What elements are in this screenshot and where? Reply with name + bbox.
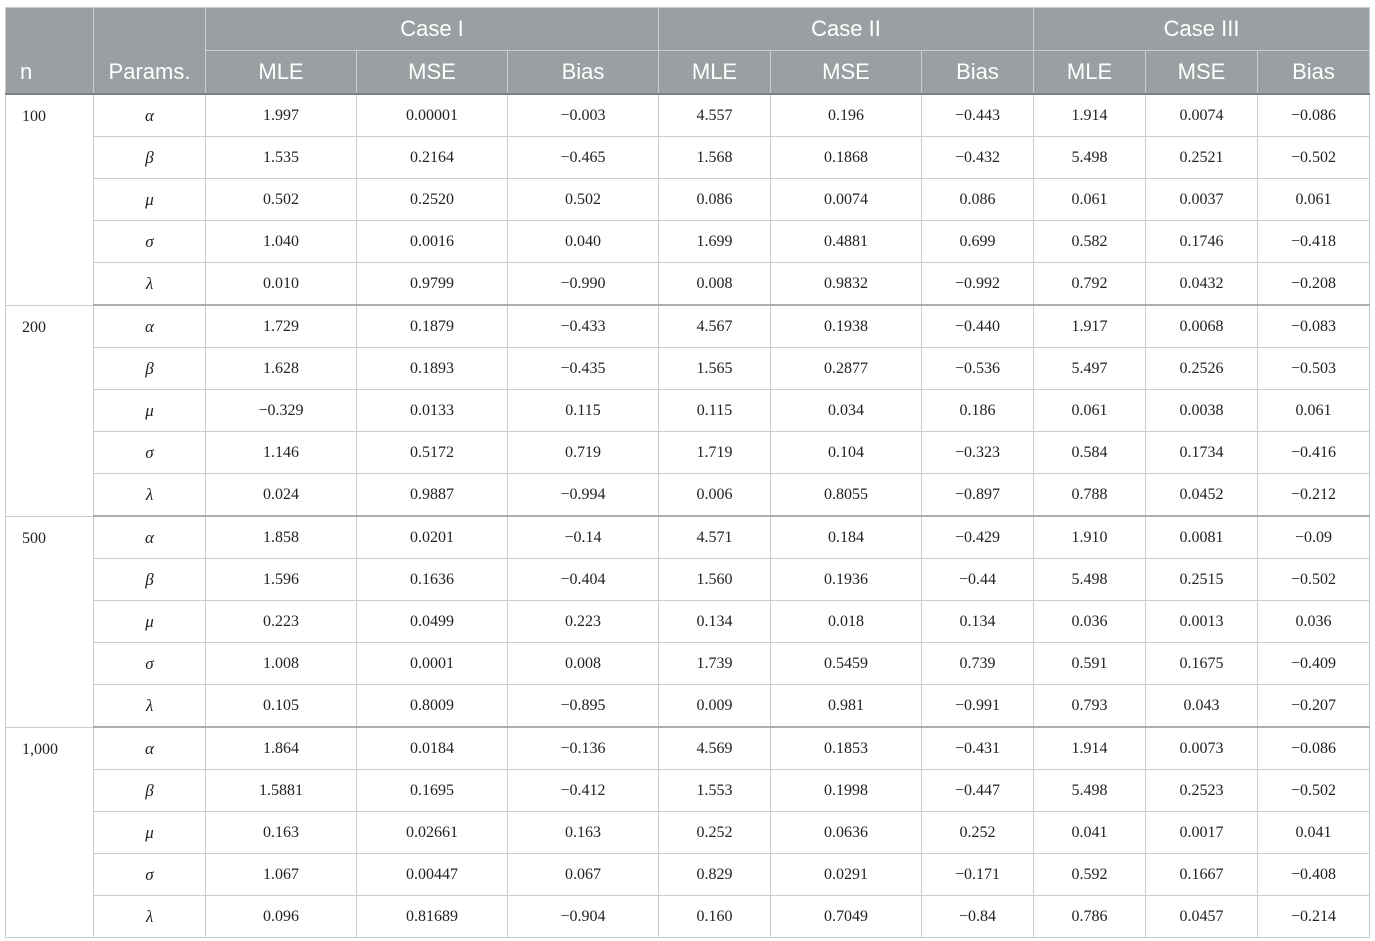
param-cell: σ — [94, 643, 206, 685]
case1-mse-cell: 0.2164 — [357, 137, 508, 179]
table-row — [6, 896, 1370, 938]
case3-mle-cell: 0.041 — [1034, 812, 1146, 854]
param-cell: σ — [94, 854, 206, 896]
table-row — [6, 94, 1370, 137]
case1-bias-cell: −0.136 — [508, 727, 659, 770]
case3-bias-cell: −0.083 — [1258, 305, 1370, 348]
case3-mle-cell: 5.498 — [1034, 770, 1146, 812]
param-cell: β — [94, 137, 206, 179]
case3-bias-cell: 0.036 — [1258, 601, 1370, 643]
case2-bias-cell: −0.171 — [922, 854, 1034, 896]
case2-mse-cell: 0.0291 — [771, 854, 922, 896]
case1-mle-cell: 1.146 — [206, 432, 357, 474]
case1-bias-cell: −0.433 — [508, 305, 659, 348]
param-cell: μ — [94, 812, 206, 854]
param-cell: μ — [94, 179, 206, 221]
case2-mle-cell: 1.568 — [659, 137, 771, 179]
header-params: Params. — [94, 8, 206, 95]
case1-bias-cell: 0.067 — [508, 854, 659, 896]
case2-mse-cell: 0.1853 — [771, 727, 922, 770]
case2-bias-cell: 0.699 — [922, 221, 1034, 263]
case1-mse-cell: 0.9799 — [357, 263, 508, 306]
case2-bias-cell: 0.186 — [922, 390, 1034, 432]
case2-mle-cell: 0.134 — [659, 601, 771, 643]
case2-bias-cell: 0.252 — [922, 812, 1034, 854]
case3-mle-cell: 5.498 — [1034, 137, 1146, 179]
case2-mle-cell: 1.565 — [659, 348, 771, 390]
case3-bias-cell: −0.086 — [1258, 727, 1370, 770]
case2-mse-cell: 0.1998 — [771, 770, 922, 812]
case3-mse-cell: 0.2521 — [1146, 137, 1258, 179]
case1-mle-cell: 1.864 — [206, 727, 357, 770]
case1-bias-cell: −0.14 — [508, 516, 659, 559]
sample-size-cell: 500 — [6, 516, 94, 727]
case2-bias-cell: −0.991 — [922, 685, 1034, 728]
table-row — [6, 390, 1370, 432]
case1-mle-cell: 1.008 — [206, 643, 357, 685]
case2-mle-cell: 4.557 — [659, 94, 771, 137]
case2-bias-cell: −0.84 — [922, 896, 1034, 938]
case1-bias-cell: −0.404 — [508, 559, 659, 601]
case1-mse-cell: 0.0133 — [357, 390, 508, 432]
case2-mse-cell: 0.2877 — [771, 348, 922, 390]
case1-bias-cell: 0.115 — [508, 390, 659, 432]
case2-mse-cell: 0.1938 — [771, 305, 922, 348]
case1-mse-cell: 0.1695 — [357, 770, 508, 812]
case3-mse-cell: 0.0432 — [1146, 263, 1258, 306]
case3-mle-cell: 1.910 — [1034, 516, 1146, 559]
header-case-1: Case I — [206, 8, 659, 51]
header-case-2: Case II — [659, 8, 1034, 51]
case1-bias-cell: −0.904 — [508, 896, 659, 938]
case1-mle-cell: 1.729 — [206, 305, 357, 348]
case2-mle-cell: 4.569 — [659, 727, 771, 770]
case1-mle-cell: 0.024 — [206, 474, 357, 517]
case1-mle-cell: 1.5881 — [206, 770, 357, 812]
case3-bias-cell: 0.061 — [1258, 390, 1370, 432]
case1-mle-cell: 1.858 — [206, 516, 357, 559]
case2-mle-cell: 0.829 — [659, 854, 771, 896]
header-n: n — [6, 8, 94, 95]
case2-mse-cell: 0.9832 — [771, 263, 922, 306]
case3-bias-cell: −0.408 — [1258, 854, 1370, 896]
case2-bias-cell: −0.323 — [922, 432, 1034, 474]
param-cell: λ — [94, 263, 206, 306]
case3-bias-cell: −0.207 — [1258, 685, 1370, 728]
case2-mle-cell: 4.571 — [659, 516, 771, 559]
case2-mle-cell: 1.553 — [659, 770, 771, 812]
case3-mse-cell: 0.1734 — [1146, 432, 1258, 474]
case3-mle-cell: 0.061 — [1034, 179, 1146, 221]
case3-mle-cell: 5.498 — [1034, 559, 1146, 601]
case2-mse-cell: 0.184 — [771, 516, 922, 559]
case1-mse-cell: 0.0184 — [357, 727, 508, 770]
case3-mle-cell: 0.584 — [1034, 432, 1146, 474]
case1-mle-cell: 1.596 — [206, 559, 357, 601]
case3-mse-cell: 0.1746 — [1146, 221, 1258, 263]
case3-mse-cell: 0.0074 — [1146, 94, 1258, 137]
sample-size-cell: 100 — [6, 94, 94, 305]
case2-mle-cell: 1.719 — [659, 432, 771, 474]
case3-mse-cell: 0.0457 — [1146, 896, 1258, 938]
case1-bias-cell: 0.008 — [508, 643, 659, 685]
case3-bias-cell: −0.502 — [1258, 137, 1370, 179]
case3-bias-cell: −0.418 — [1258, 221, 1370, 263]
case1-mse-cell: 0.0016 — [357, 221, 508, 263]
case1-mse-cell: 0.9887 — [357, 474, 508, 517]
case1-mse-cell: 0.00001 — [357, 94, 508, 137]
case2-mle-cell: 1.739 — [659, 643, 771, 685]
table-row — [6, 474, 1370, 517]
case2-mle-cell: 0.086 — [659, 179, 771, 221]
case3-mle-cell: 0.788 — [1034, 474, 1146, 517]
case1-bias-cell: −0.412 — [508, 770, 659, 812]
case1-bias-cell: −0.895 — [508, 685, 659, 728]
case2-mse-cell: 0.196 — [771, 94, 922, 137]
case1-mle-cell: 0.096 — [206, 896, 357, 938]
case2-mse-cell: 0.4881 — [771, 221, 922, 263]
table-body — [6, 94, 1370, 938]
case2-mle-cell: 0.008 — [659, 263, 771, 306]
case2-mse-cell: 0.018 — [771, 601, 922, 643]
case3-mle-cell: 1.914 — [1034, 727, 1146, 770]
case2-mse-cell: 0.8055 — [771, 474, 922, 517]
case3-mle-cell: 0.582 — [1034, 221, 1146, 263]
param-cell: α — [94, 727, 206, 770]
case3-mle-cell: 1.917 — [1034, 305, 1146, 348]
case1-mse-cell: 0.00447 — [357, 854, 508, 896]
case2-mle-cell: 0.160 — [659, 896, 771, 938]
case2-bias-cell: −0.447 — [922, 770, 1034, 812]
case1-mle-cell: 0.163 — [206, 812, 357, 854]
case2-mse-cell: 0.981 — [771, 685, 922, 728]
case2-mse-cell: 0.104 — [771, 432, 922, 474]
case3-mle-cell: 0.591 — [1034, 643, 1146, 685]
header-mse: MSE — [357, 51, 508, 95]
table-row — [6, 516, 1370, 559]
header-mle: MLE — [206, 51, 357, 95]
case1-bias-cell: 0.719 — [508, 432, 659, 474]
table-row — [6, 263, 1370, 306]
case2-bias-cell: −0.432 — [922, 137, 1034, 179]
case2-mle-cell: 1.699 — [659, 221, 771, 263]
case2-bias-cell: −0.440 — [922, 305, 1034, 348]
case2-mle-cell: 1.560 — [659, 559, 771, 601]
case3-bias-cell: −0.502 — [1258, 770, 1370, 812]
table-row — [6, 643, 1370, 685]
case1-mse-cell: 0.2520 — [357, 179, 508, 221]
case3-mse-cell: 0.0037 — [1146, 179, 1258, 221]
case3-mse-cell: 0.2526 — [1146, 348, 1258, 390]
case1-bias-cell: −0.990 — [508, 263, 659, 306]
case1-bias-cell: 0.163 — [508, 812, 659, 854]
table-row — [6, 137, 1370, 179]
header-bias: Bias — [508, 51, 659, 95]
table-row — [6, 601, 1370, 643]
header-mse: MSE — [1146, 51, 1258, 95]
case1-mse-cell: 0.02661 — [357, 812, 508, 854]
case1-mse-cell: 0.0499 — [357, 601, 508, 643]
case2-mle-cell: 0.006 — [659, 474, 771, 517]
case2-bias-cell: −0.443 — [922, 94, 1034, 137]
param-cell: β — [94, 770, 206, 812]
case2-mse-cell: 0.1868 — [771, 137, 922, 179]
param-cell: α — [94, 305, 206, 348]
case1-mle-cell: 0.223 — [206, 601, 357, 643]
case3-mle-cell: 1.914 — [1034, 94, 1146, 137]
case2-bias-cell: −0.44 — [922, 559, 1034, 601]
case1-bias-cell: −0.994 — [508, 474, 659, 517]
case1-mle-cell: 1.997 — [206, 94, 357, 137]
param-cell: σ — [94, 221, 206, 263]
case1-bias-cell: −0.435 — [508, 348, 659, 390]
table-row — [6, 559, 1370, 601]
case3-bias-cell: −0.09 — [1258, 516, 1370, 559]
table-row — [6, 770, 1370, 812]
case1-bias-cell: −0.003 — [508, 94, 659, 137]
case2-mle-cell: 0.252 — [659, 812, 771, 854]
case3-mse-cell: 0.0081 — [1146, 516, 1258, 559]
case1-mse-cell: 0.5172 — [357, 432, 508, 474]
param-cell: λ — [94, 896, 206, 938]
case2-mle-cell: 4.567 — [659, 305, 771, 348]
case3-mse-cell: 0.0013 — [1146, 601, 1258, 643]
case1-mse-cell: 0.1879 — [357, 305, 508, 348]
case3-mse-cell: 0.2515 — [1146, 559, 1258, 601]
table-row — [6, 348, 1370, 390]
case2-mse-cell: 0.034 — [771, 390, 922, 432]
case2-mse-cell: 0.5459 — [771, 643, 922, 685]
param-cell: σ — [94, 432, 206, 474]
case1-mse-cell: 0.81689 — [357, 896, 508, 938]
case3-mse-cell: 0.0017 — [1146, 812, 1258, 854]
table-row — [6, 854, 1370, 896]
case2-bias-cell: −0.536 — [922, 348, 1034, 390]
table-row — [6, 812, 1370, 854]
case2-bias-cell: 0.134 — [922, 601, 1034, 643]
case3-bias-cell: 0.061 — [1258, 179, 1370, 221]
case3-bias-cell: −0.416 — [1258, 432, 1370, 474]
case3-mle-cell: 0.592 — [1034, 854, 1146, 896]
param-cell: β — [94, 348, 206, 390]
sample-size-cell: 200 — [6, 305, 94, 516]
table-row — [6, 179, 1370, 221]
case3-mse-cell: 0.2523 — [1146, 770, 1258, 812]
table-row — [6, 727, 1370, 770]
param-cell: β — [94, 559, 206, 601]
case3-mle-cell: 0.061 — [1034, 390, 1146, 432]
case3-mse-cell: 0.0068 — [1146, 305, 1258, 348]
param-cell: λ — [94, 685, 206, 728]
case3-bias-cell: −0.208 — [1258, 263, 1370, 306]
case3-mle-cell: 0.792 — [1034, 263, 1146, 306]
case3-mle-cell: 5.497 — [1034, 348, 1146, 390]
table-row — [6, 432, 1370, 474]
case3-mse-cell: 0.1667 — [1146, 854, 1258, 896]
case1-bias-cell: 0.502 — [508, 179, 659, 221]
case1-mle-cell: 0.010 — [206, 263, 357, 306]
case2-mse-cell: 0.1936 — [771, 559, 922, 601]
case1-bias-cell: 0.223 — [508, 601, 659, 643]
case3-bias-cell: −0.503 — [1258, 348, 1370, 390]
case3-mse-cell: 0.0073 — [1146, 727, 1258, 770]
case3-bias-cell: −0.409 — [1258, 643, 1370, 685]
case1-mle-cell: 0.105 — [206, 685, 357, 728]
case1-mse-cell: 0.1893 — [357, 348, 508, 390]
case2-bias-cell: −0.429 — [922, 516, 1034, 559]
header-bias: Bias — [922, 51, 1034, 95]
case3-mle-cell: 0.793 — [1034, 685, 1146, 728]
case1-mse-cell: 0.0001 — [357, 643, 508, 685]
param-cell: α — [94, 94, 206, 137]
table-row — [6, 305, 1370, 348]
header-mle: MLE — [1034, 51, 1146, 95]
case3-mse-cell: 0.043 — [1146, 685, 1258, 728]
case3-mse-cell: 0.0038 — [1146, 390, 1258, 432]
case3-mse-cell: 0.0452 — [1146, 474, 1258, 517]
case2-bias-cell: −0.992 — [922, 263, 1034, 306]
case2-mle-cell: 0.009 — [659, 685, 771, 728]
sample-size-cell: 1,000 — [6, 727, 94, 938]
case2-bias-cell: −0.431 — [922, 727, 1034, 770]
case3-bias-cell: −0.214 — [1258, 896, 1370, 938]
case1-bias-cell: 0.040 — [508, 221, 659, 263]
case1-mle-cell: 1.535 — [206, 137, 357, 179]
case1-mse-cell: 0.0201 — [357, 516, 508, 559]
case1-mle-cell: −0.329 — [206, 390, 357, 432]
table-row — [6, 221, 1370, 263]
case2-bias-cell: 0.086 — [922, 179, 1034, 221]
param-cell: μ — [94, 390, 206, 432]
case1-mle-cell: 1.067 — [206, 854, 357, 896]
case2-bias-cell: 0.739 — [922, 643, 1034, 685]
case2-mse-cell: 0.7049 — [771, 896, 922, 938]
case1-mse-cell: 0.8009 — [357, 685, 508, 728]
header-case-3: Case III — [1034, 8, 1370, 51]
param-cell: μ — [94, 601, 206, 643]
results-table — [5, 7, 1370, 938]
case3-bias-cell: 0.041 — [1258, 812, 1370, 854]
case2-mse-cell: 0.0636 — [771, 812, 922, 854]
table-row — [6, 685, 1370, 728]
case3-mle-cell: 0.786 — [1034, 896, 1146, 938]
header-mle: MLE — [659, 51, 771, 95]
case3-bias-cell: −0.212 — [1258, 474, 1370, 517]
header-bias: Bias — [1258, 51, 1370, 95]
case2-mse-cell: 0.0074 — [771, 179, 922, 221]
case3-mse-cell: 0.1675 — [1146, 643, 1258, 685]
case3-bias-cell: −0.502 — [1258, 559, 1370, 601]
case1-mle-cell: 0.502 — [206, 179, 357, 221]
case1-mle-cell: 1.628 — [206, 348, 357, 390]
param-cell: α — [94, 516, 206, 559]
case1-mse-cell: 0.1636 — [357, 559, 508, 601]
header-mse: MSE — [771, 51, 922, 95]
case1-mle-cell: 1.040 — [206, 221, 357, 263]
case3-mle-cell: 0.036 — [1034, 601, 1146, 643]
case2-mle-cell: 0.115 — [659, 390, 771, 432]
case1-bias-cell: −0.465 — [508, 137, 659, 179]
table-header — [6, 8, 1370, 95]
case3-bias-cell: −0.086 — [1258, 94, 1370, 137]
param-cell: λ — [94, 474, 206, 517]
case2-bias-cell: −0.897 — [922, 474, 1034, 517]
